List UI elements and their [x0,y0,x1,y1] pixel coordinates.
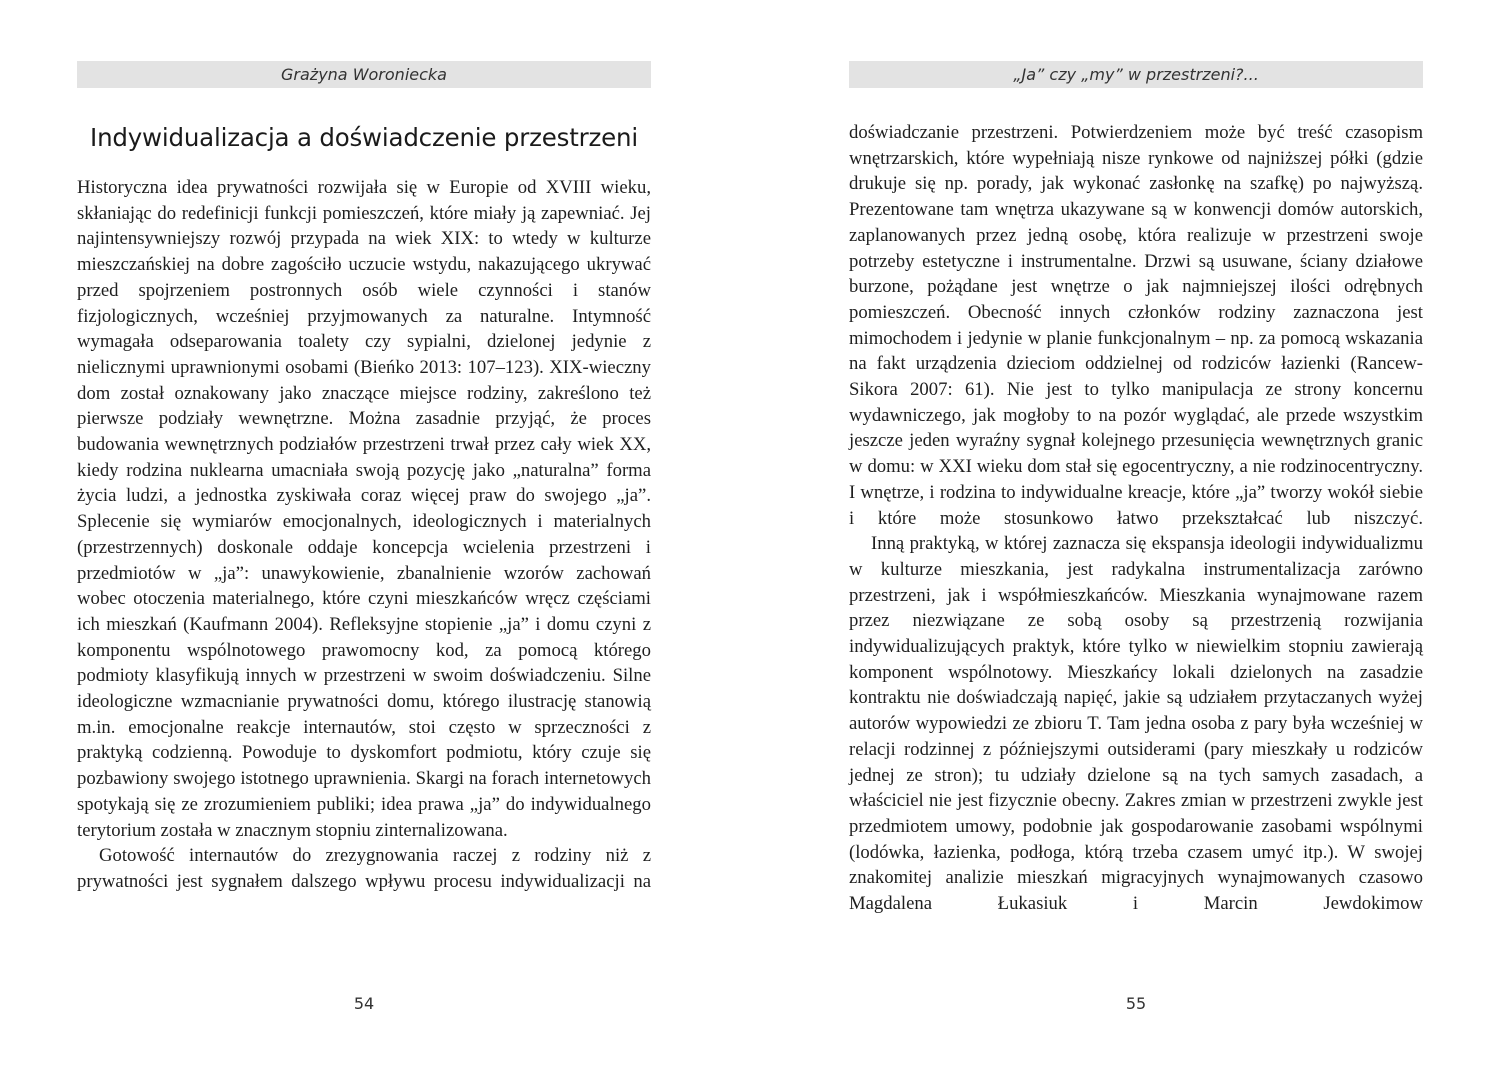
running-head-title: „Ja” czy „my” w przestrzeni?... [849,61,1423,88]
running-head-author: Grażyna Woroniecka [77,61,651,88]
page-number: 55 [1125,994,1147,1013]
paragraph: Inną praktyką, w której zaznacza się ekspansja ideologii indywidualizmu w kulturze mieszkania, jest radykalna instrumentalizacja zarówno przestrzeni, jak i współmieszkańców. Mieszkania wynajmowane razem przez niezwiązane ze sobą osoby są przestrzenią rozwijania indywidualizujących praktyk, które tylko w niewielkim stopniu zawierają komponent wspólnotowy. Mieszkańcy lokali dzielonych na zasadzie kontraktu nie doświadczają napięć, jakie są udziałem przytaczanych wyżej autorów wypowiedzi ze zbioru T. Tam jedna osoba z pary była wcześniej w relacji rodzinnej z późniejszymi outsiderami (pary mieszkały u rodziców jednej ze stron); tu udziały dzielone są na tych samych zasadach, a właściciel nie jest fizycznie obecny. Zakres zmian w przestrzeni zwykle jest przedmiotem umowy, podobnie jak gospodarowanie zasobami wspólnymi (lodówka, łazienka, podłoga, którą trzeba czasem umyć itp.). W swojej znakomitej analizie mieszkań migracyjnych wynajmowanych czasowo Magdalena Łukasiuk i Marcin Jewdokimow [849,533,1423,915]
paragraph: Gotowość internautów do zrezygnowania raczej z rodziny niż z prywatności jest sygnałem dalszego wpływu procesu indywidualizacji na [77,845,651,892]
paragraph: Historyczna idea prywatności rozwijała się w Europie od XVIII wieku, skłaniając do redefinicji funkcji pomieszczeń, które miały ją zapewniać. Jej najintensywniejszy rozwój przypada na wiek XIX: to wtedy w kulturze mieszczańskiej na dobre zagościło uczucie wstydu, nakazującego ukrywać przed spojrzeniem postronnych osób wiele czynności i stanów fizjologicznych, wcześniej przyjmowanych za naturalne. Intymność wymagała odseparowania toalety czy sypialni, dzielonej jedynie z nielicznymi uprawnionymi osobami (Bieńko 2013: 107–123). XIX-wieczny dom został oznakowany jako znaczące miejsce rodziny, zakreślono też pierwsze podziały wewnętrzne. Można zasadnie przyjąć, że proces budowania wewnętrznych podziałów przestrzeni trwał przez cały wiek XX, kiedy rodzina nuklearna umacniała swoją pozycję jako „naturalna” forma życia ludzi, a jednostka zyskiwała coraz więcej praw do swojego „ja”. Splecenie się wymiarów emocjonalnych, ideologicznych i materialnych (przestrzennych) doskonale oddaje koncepcja wcielenia przestrzeni i przedmiotów w „ja”: unawykowienie, zbanalnienie wzorów zachowań wobec otoczenia materialnego, które czyni mieszkańców wręcz częściami ich mieszkań (Kaufmann 2004). Refleksyjne stopienie „ja” i domu czyni z komponentu wspólnotowego prawomocny kod, za pomocą którego podmioty klasyfikują innych w przestrzeni w swoim doświadczeniu. Silne ideologiczne wzmacnianie prywatności domu, którego ilustrację stanowią m.in. emocjonalne reakcje internautów, stoi często w sprzeczności z praktyką codzienną. Powoduje to dyskomfort podmiotu, który czuje się pozbawiony swojego istotnego uprawnienia. Skargi na forach internetowych spotykają się ze zrozumieniem publiki; idea prawa „ja” do indywidualnego terytorium została w znacznym stopniu zinternalizowana. [77,177,651,841]
page-number: 54 [353,994,375,1013]
section-title: Indywidualizacja a doświadczenie przestrzeni [90,123,638,152]
left-page [77,0,651,1068]
paragraph: doświadczanie przestrzeni. Potwierdzeniem może być treść czasopism wnętrzarskich, które wypełniają nisze rynkowe od najniższej półki (gdzie drukuje się np. porady, jak wykonać zasłonkę na szafkę) po najwyższą. Prezentowane tam wnętrza ukazywane są w konwencji domów autorskich, zaplanowanych przez jedną osobę, która realizuje w przestrzeni swoje potrzeby estetyczne i instrumentalne. Drzwi są usuwane, ściany działowe burzone, pożądane jest wnętrze o jak najmniejszej ilości odrębnych pomieszczeń. Obecność innych członków rodziny zaznaczona jest mimochodem i jedynie w planie funkcjonalnym – np. za pomocą wskazania na fakt urządzenia dzieciom oddzielnej od rodziców łazienki (Rancew-Sikora 2007: 61). Nie jest to tylko manipulacja ze strony koncernu wydawniczego, jak mogłoby to na pozór wyglądać, ale przede wszystkim jeszcze jeden wyraźny sygnał kolejnego przesunięcia wewnętrznych granic w domu: w XXI wieku dom stał się egocentryczny, a nie rodzinocentryczny. I wnętrze, i rodzina to indywidualne kreacje, które „ja” tworzy wokół siebie i które może stosunkowo łatwo przekształcać lub niszczyć. [849,122,1423,529]
right-page [849,0,1423,1068]
left-body-text [77,175,651,895]
right-body-text [849,120,1423,917]
